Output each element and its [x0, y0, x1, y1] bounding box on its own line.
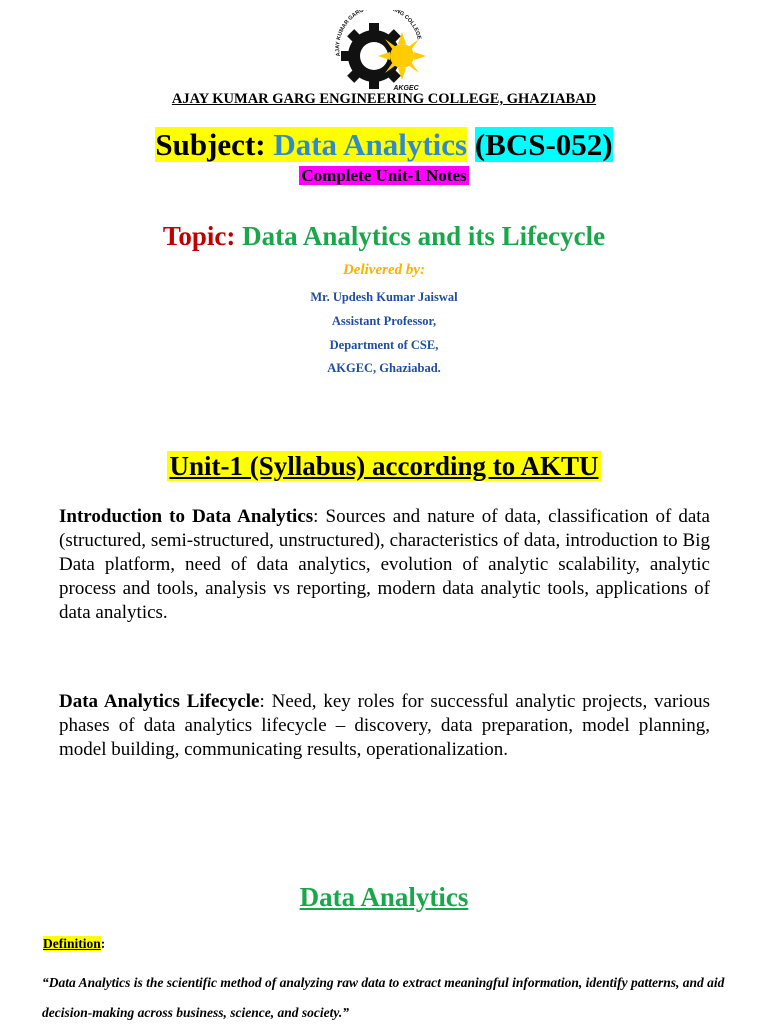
- subject-name: Data Analytics: [273, 127, 468, 162]
- college-logo: [326, 10, 444, 94]
- syllabus-section-lifecycle: [59, 690, 710, 762]
- syllabus-section-intro: [59, 505, 710, 625]
- syllabus-title-text: Unit-1 (Syllabus) according to AKTU: [169, 451, 599, 481]
- definition-label-text: Definition: [43, 936, 101, 951]
- author-designation: Assistant Professor,: [331, 314, 437, 328]
- data-analytics-heading: [0, 880, 768, 914]
- subject-code: (BCS-052): [474, 127, 613, 162]
- section-heading: Introduction to Data Analytics: [59, 506, 314, 527]
- topic-line: [0, 218, 768, 254]
- definition-quote: “Data Analytics is the scientific method of analyzing raw data to extract meaningful information, identify patterns, and aid decision-making across business, science, and society.”: [42, 975, 725, 1020]
- author-name: Mr. Updesh Kumar Jaiswal: [310, 290, 458, 304]
- logo-arc-text: AJAY KUMAR GARG ING COLLEGE: [335, 10, 422, 57]
- definition-colon: :: [100, 936, 106, 951]
- definition-label: [43, 936, 105, 952]
- college-name: [0, 91, 768, 108]
- author-institute: AKGEC, Ghaziabad.: [327, 361, 441, 375]
- section-body: : Need, key roles for successful analytic projects, various phases of data analytics lifecycle – discovery, data preparation, model planning, model building, communicating results, operationalization.: [59, 691, 710, 760]
- topic-title: Data Analytics and its Lifecycle: [242, 221, 606, 251]
- notes-label-text: Complete Unit-1 Notes: [301, 166, 467, 185]
- delivered-label: Delivered by:: [342, 262, 426, 278]
- subject-line: [0, 126, 768, 164]
- college-logo-icon: [326, 10, 444, 94]
- syllabus-title: [0, 449, 768, 483]
- section-body: : Sources and nature of data, classification of data (structured, semi-structured, unstructured), characteristics of data, introduction to Big Data platform, need of data analytics, evolution of analytic scalability, analytic process and tools, analysis vs reporting, modern data analytic tools, applications of data analytics.: [59, 506, 710, 623]
- topic-prefix: Topic:: [162, 221, 243, 251]
- author-department: Department of CSE,: [329, 338, 439, 352]
- data-analytics-heading-text: Data Analytics: [299, 882, 469, 912]
- notes-label: [0, 165, 768, 187]
- section-heading: Data Analytics Lifecycle: [59, 691, 260, 712]
- subject-prefix: Subject:: [155, 127, 274, 162]
- logo-badge-text: AKGEC: [393, 85, 419, 92]
- college-name-text: AJAY KUMAR GARG ENGINEERING COLLEGE, GHAZIABAD: [171, 91, 597, 107]
